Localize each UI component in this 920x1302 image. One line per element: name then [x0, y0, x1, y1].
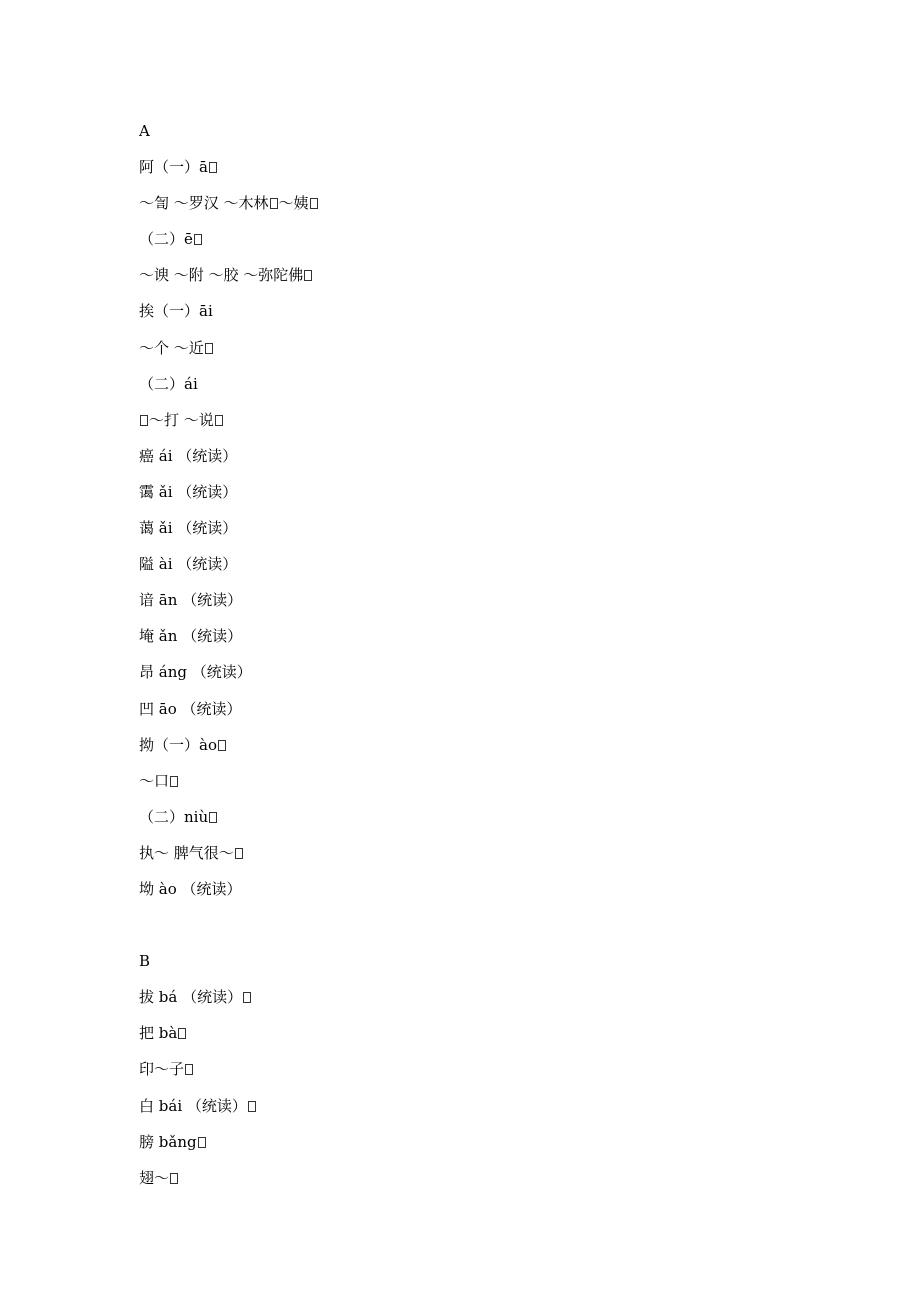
section-heading-a: A	[139, 122, 150, 140]
section-spacer	[139, 907, 839, 943]
missing-glyph-box	[140, 415, 148, 426]
entry-line: ～口	[139, 763, 839, 799]
entry-line: （二）niù	[139, 799, 839, 835]
entry-line: 隘 ài （统读）	[139, 555, 238, 574]
missing-glyph-box	[215, 415, 223, 426]
entry-line: 坳 ào （统读）	[139, 879, 242, 898]
entry-line: 翅～	[139, 1160, 839, 1196]
entry-line: 印～子	[139, 1051, 839, 1087]
missing-glyph-box	[243, 992, 251, 1003]
entry-line: 阿（一）ā	[139, 149, 839, 185]
entry-line: 挨（一）āi	[139, 302, 213, 321]
missing-glyph-box	[304, 270, 312, 281]
entry-line: 凹 āo （统读）	[139, 699, 242, 718]
missing-glyph-box	[218, 740, 226, 751]
entry-line: ～个 ～近	[139, 330, 839, 366]
missing-glyph-box	[185, 1064, 193, 1075]
entry-line: 白 bái （统读）	[139, 1088, 839, 1124]
entry-line: （二）ē	[139, 221, 839, 257]
missing-glyph-box	[248, 1101, 256, 1112]
missing-glyph-box	[270, 198, 278, 209]
entry-line: 膀 bǎng	[139, 1124, 839, 1160]
entry-line: 霭 ǎi （统读）	[139, 482, 238, 501]
section-heading-b: B	[139, 952, 151, 971]
missing-glyph-box	[235, 848, 243, 859]
entry-line: 谙 ān （统读）	[139, 591, 243, 610]
entry-line: 癌 ái （统读）	[139, 446, 238, 465]
missing-glyph-box	[170, 776, 178, 787]
entry-line: ～訇 ～罗汉 ～木林 ～姨	[139, 185, 839, 221]
entry-line: 执～ 脾气很～	[139, 835, 839, 871]
missing-glyph-box	[209, 812, 217, 823]
missing-glyph-box	[209, 162, 217, 173]
document-page	[139, 113, 839, 1196]
missing-glyph-box	[170, 1173, 178, 1184]
entry-line: ～谀 ～附 ～胶 ～弥陀佛	[139, 257, 839, 293]
entry-line: 拗（一）ào	[139, 727, 839, 763]
entry-line: 蔼 ǎi （统读）	[139, 519, 238, 538]
entry-line: ～打 ～说	[139, 402, 839, 438]
entry-line: 拔 bá （统读）	[139, 979, 839, 1015]
missing-glyph-box	[178, 1028, 186, 1039]
missing-glyph-box	[194, 234, 202, 245]
entry-line: 昂 áng （统读）	[139, 663, 252, 682]
entry-line: （二）ái	[139, 374, 198, 393]
entry-line: 埯 ǎn （统读）	[139, 627, 243, 646]
missing-glyph-box	[205, 343, 213, 354]
entry-line: 把 bà	[139, 1015, 839, 1051]
missing-glyph-box	[198, 1137, 206, 1148]
missing-glyph-box	[310, 198, 318, 209]
